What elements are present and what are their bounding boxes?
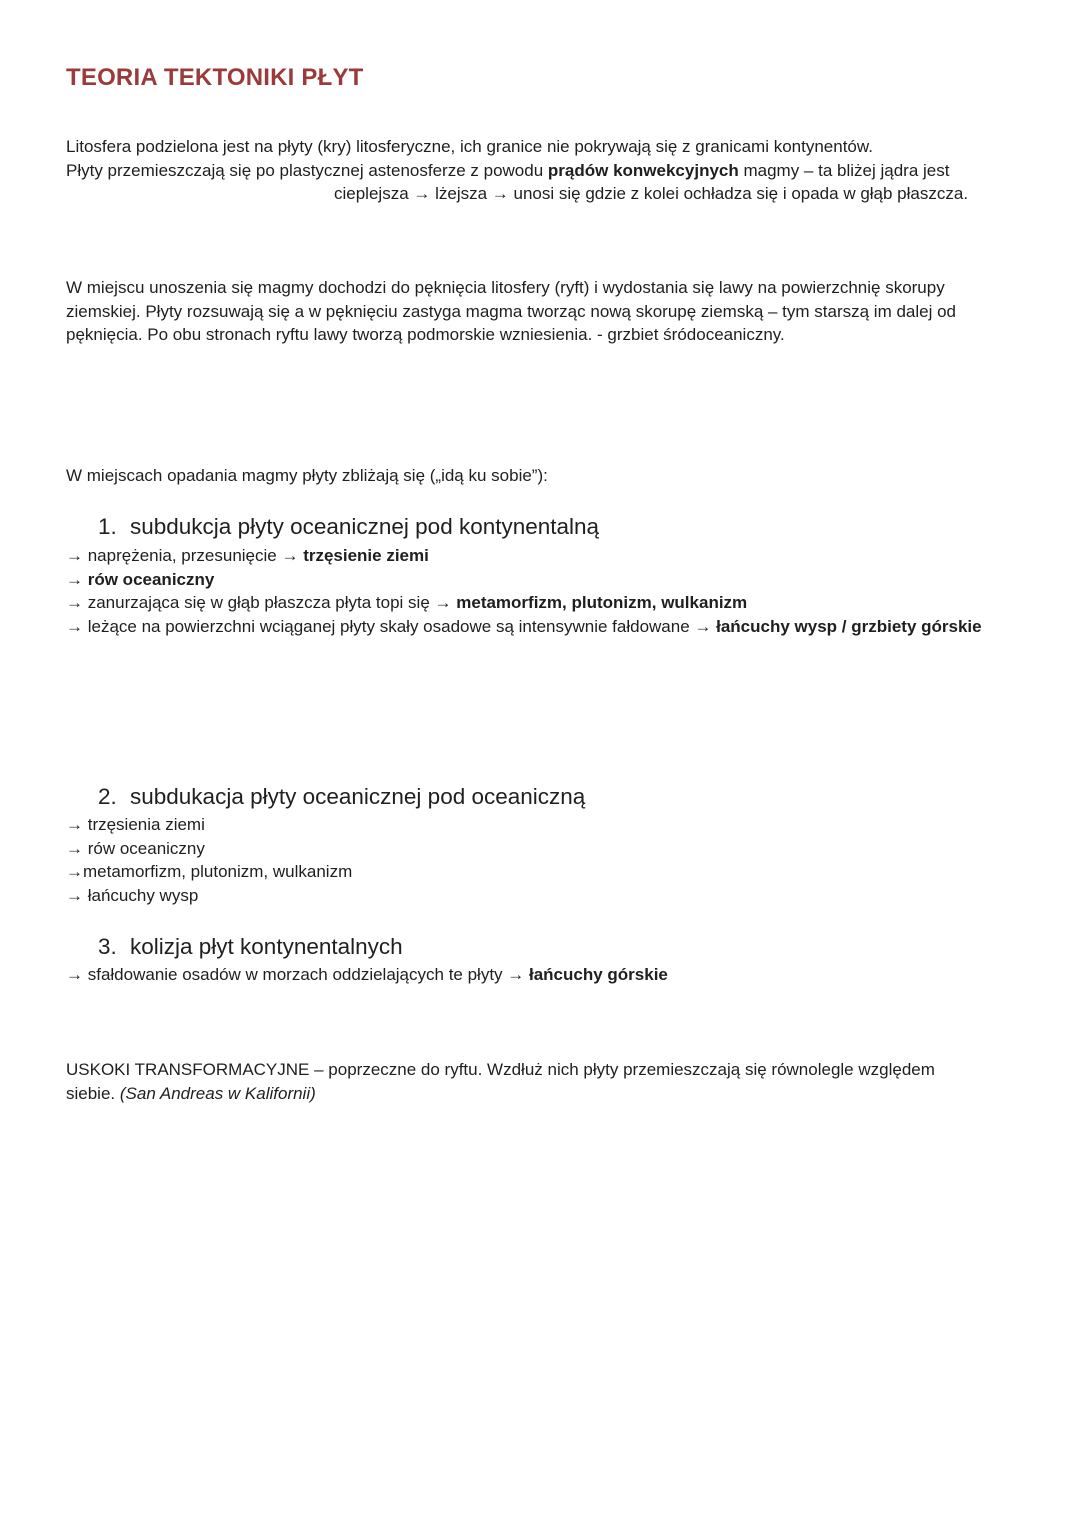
rift-text: W miejscu unoszenia się magmy dochodzi do pęknięcia litosfery (ryft) i wydostania się lawy na powierzchnię skorupy ziemskiej. Płyty rozsuwają się a w pęknięciu zastyga magma tworząc nową skorupę ziemską – tym starszą im dalej od pęknięcia. Po obu stronach ryftu lawy tworzą podmorskie wzniesienia. - grzbiet śródoceaniczny. (66, 278, 957, 344)
list-item-text: → zanurzająca się w głąb płaszcza płyta topi się → (66, 593, 457, 612)
section-2-number: 2. (98, 784, 117, 809)
convergence-text: W miejscach opadania magmy płyty zbliżają się („idą ku sobie”): (66, 466, 548, 485)
list-item-text: → (66, 569, 88, 589)
section-1-list (66, 544, 996, 638)
intro-line-2-text-a: Płyty przemieszczają się po plastycznej astenosferze z powodu (66, 160, 548, 180)
transform-faults-paragraph (66, 1058, 986, 1105)
section-1-title: subdukcja płyty oceanicznej pod kontynentalną (130, 514, 600, 539)
list-item (66, 568, 996, 592)
section-1-heading (98, 513, 599, 541)
list-item (66, 615, 996, 639)
section-2-title: subdukacja płyty oceanicznej pod oceaniczną (130, 784, 586, 809)
list-item (66, 963, 1026, 987)
section-1-number: 1. (98, 514, 117, 539)
intro-line-2-text-b: magmy – ta bliżej jądra jest (738, 160, 950, 180)
list-item-emphasis: trzęsienie ziemi (303, 546, 429, 565)
intro-emphasis-convection: prądów konwekcyjnych (547, 160, 739, 180)
list-item: → trzęsienia ziemi (66, 815, 205, 834)
convergence-paragraph (66, 464, 1026, 488)
section-3-title: kolizja płyt kontynentalnych (130, 934, 403, 959)
page-title: TEORIA TEKTONIKI PŁYT (66, 64, 364, 91)
section-2-heading (98, 783, 585, 811)
list-item-emphasis: łańcuchy wysp / grzbiety górskie (716, 616, 982, 636)
section-3-list (66, 963, 1026, 987)
section-2-list (66, 813, 1026, 907)
intro-paragraph (66, 135, 1026, 206)
intro-line-2 (66, 159, 1026, 183)
transform-example: (San Andreas w Kalifornii) (119, 1083, 316, 1103)
list-item (66, 591, 996, 615)
transform-text-main: USKOKI TRANSFORMACYJNE – poprzeczne do ryftu. Wzdłuż nich płyty przemieszczają się równolegle względem siebie. (66, 1060, 935, 1103)
list-item-emphasis: rów oceaniczny (87, 569, 215, 589)
list-item (66, 544, 996, 568)
section-3-number: 3. (98, 934, 117, 959)
list-item: →metamorfizm, plutonizm, wulkanizm (66, 862, 353, 881)
list-item-emphasis: łańcuchy górskie (529, 965, 668, 984)
list-item-text: → sfałdowanie osadów w morzach oddzielających te płyty → (66, 965, 529, 984)
list-item: → łańcuchy wysp (66, 885, 199, 905)
intro-line-1: Litosfera podzielona jest na płyty (kry) litosferyczne, ich granice nie pokrywają się z granicami kontynentów. (66, 137, 873, 156)
transform-text (66, 1058, 986, 1105)
rift-paragraph (66, 276, 1016, 347)
intro-line-3: cieplejsza → lżejsza → unosi się gdzie z kolei ochładza się i opada w głąb płaszcza. (334, 184, 969, 203)
list-item-text: → naprężenia, przesunięcie → (66, 546, 304, 565)
list-item: → rów oceaniczny (66, 838, 205, 858)
list-item-text: → leżące na powierzchni wciąganej płyty skały osadowe są intensywnie fałdowane → (66, 616, 717, 636)
section-3-heading (98, 933, 403, 961)
list-item-emphasis: metamorfizm, plutonizm, wulkanizm (456, 593, 748, 612)
